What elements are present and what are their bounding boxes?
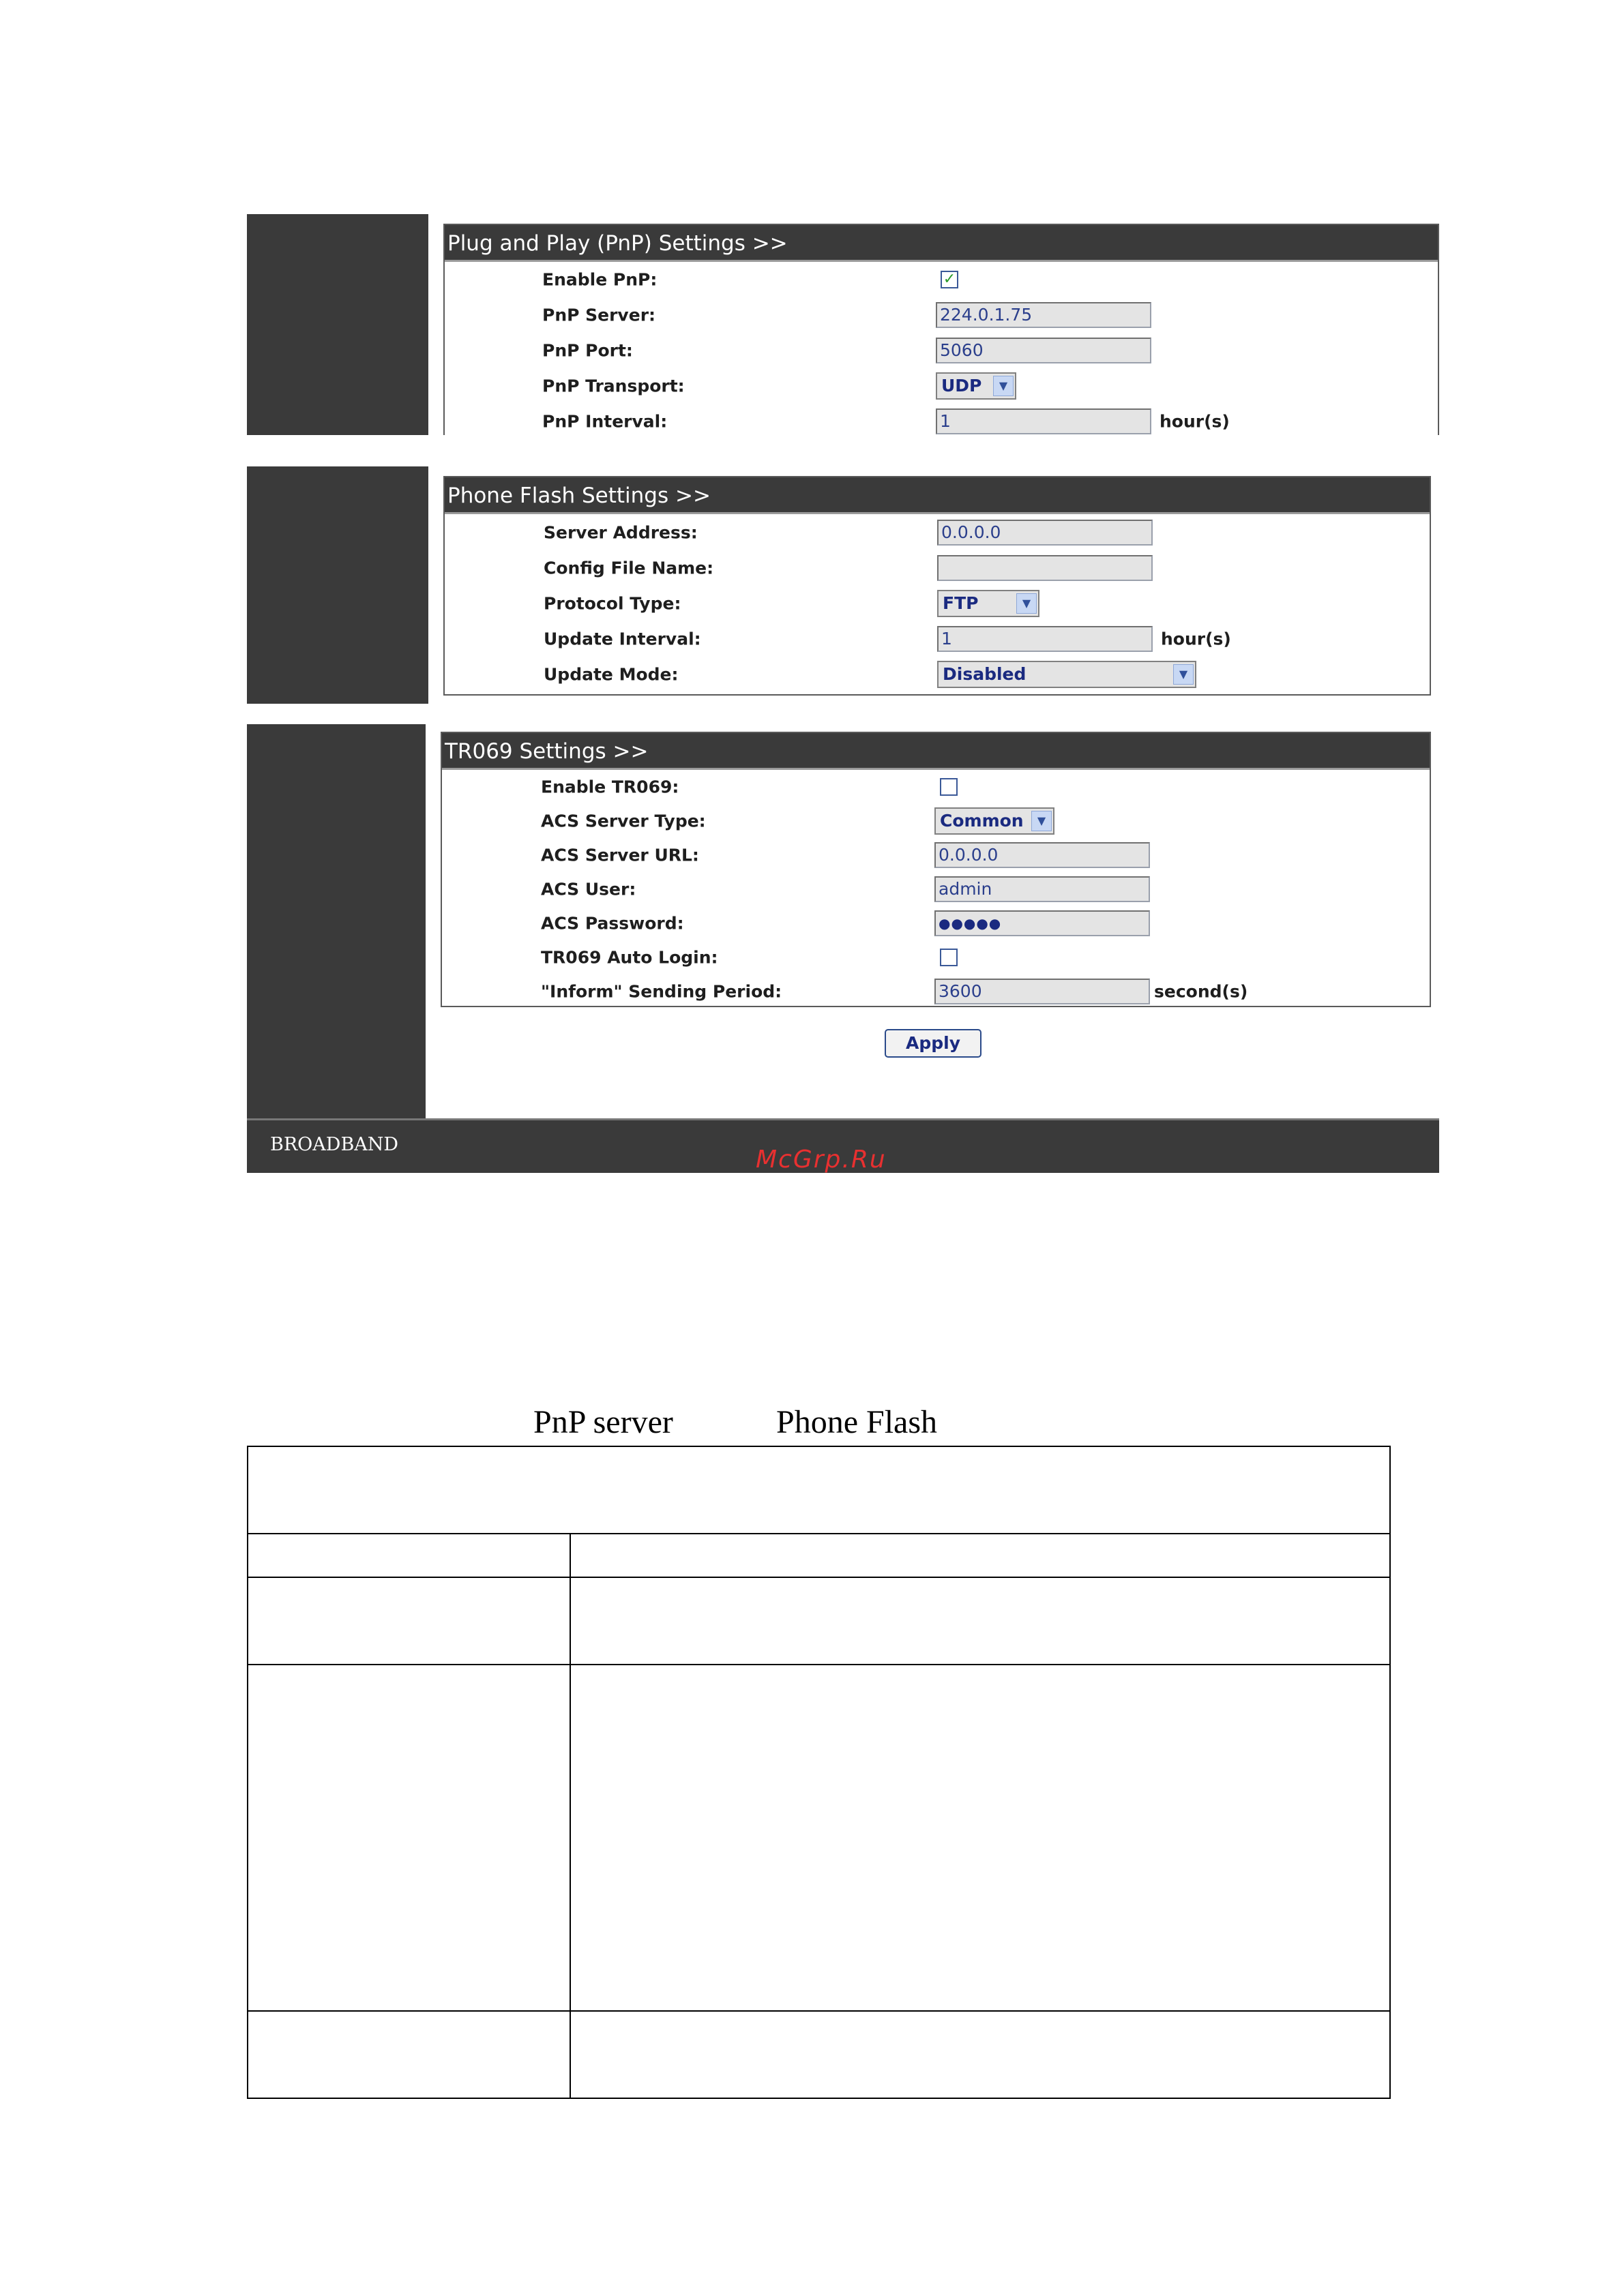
doc-table-header-cell (247, 1446, 1391, 1534)
doc-table-cell (570, 2010, 1391, 2099)
flash-protocol-value: FTP (943, 593, 979, 613)
pnp-server-input[interactable]: 224.0.1.75 (936, 302, 1151, 328)
acs-user-row (442, 872, 1430, 906)
flash-interval-row (445, 622, 1430, 656)
flash-config-label: Config File Name: (544, 558, 714, 578)
acs-password-row (442, 906, 1430, 940)
pnp-port-input[interactable]: 5060 (936, 338, 1151, 363)
flash-mode-label: Update Mode: (544, 664, 679, 685)
doc-table-cell (570, 1533, 1391, 1578)
pnp-interval-input[interactable]: 1 (936, 408, 1151, 434)
sidebar-block-tr069 (247, 724, 426, 1118)
footer-brand: BROADBAND (270, 1134, 399, 1155)
doc-table-cell (247, 2010, 571, 2099)
sidebar-block-pnp (247, 214, 428, 435)
inform-period-input[interactable]: 3600 (934, 979, 1150, 1004)
flash-config-row (445, 551, 1430, 585)
flash-protocol-label: Protocol Type: (544, 593, 681, 614)
acs-url-row (442, 838, 1430, 872)
flash-interval-unit: hour(s) (1161, 629, 1231, 649)
flash-protocol-select[interactable] (937, 590, 1039, 617)
acs-url-input[interactable]: 0.0.0.0 (934, 842, 1150, 868)
tr069-panel (441, 732, 1431, 1007)
doc-table-cell (247, 1577, 571, 1665)
pnp-server-label: PnP Server: (542, 305, 656, 325)
acs-password-input[interactable]: ●●●●● (934, 910, 1150, 936)
pnp-interval-row (445, 404, 1438, 438)
tr069-title: TR069 Settings >> (442, 733, 1430, 770)
flash-interval-input[interactable]: 1 (937, 626, 1153, 652)
phone-flash-title: Phone Flash Settings >> (445, 477, 1430, 514)
pnp-server-row (445, 298, 1438, 332)
flash-interval-label: Update Interval: (544, 629, 701, 649)
inform-period-unit: second(s) (1154, 981, 1248, 1002)
doc-table (247, 1446, 1391, 2100)
acs-type-select[interactable] (934, 807, 1054, 835)
pnp-transport-label: PnP Transport: (542, 376, 685, 396)
doc-table-cell (570, 1577, 1391, 1665)
pnp-interval-label: PnP Interval: (542, 411, 668, 432)
flash-mode-select[interactable] (937, 661, 1196, 688)
pnp-port-label: PnP Port: (542, 340, 633, 361)
acs-password-label: ACS Password: (541, 913, 684, 934)
pnp-settings-panel (443, 224, 1439, 435)
pnp-enable-row (445, 263, 1438, 297)
doc-table-cell (570, 1664, 1391, 2012)
pnp-transport-select[interactable] (936, 372, 1016, 400)
flash-server-row (445, 516, 1430, 550)
doc-heading-flash: Phone Flash (776, 1404, 938, 1440)
pnp-transport-value: UDP (941, 376, 982, 396)
tr069-enable-row (442, 770, 1430, 804)
apply-button[interactable]: Apply (885, 1029, 981, 1058)
chevron-down-icon[interactable]: ▼ (1016, 593, 1037, 614)
tr069-enable-checkbox[interactable] (940, 778, 958, 796)
pnp-enable-label: Enable PnP: (542, 269, 658, 290)
chevron-down-icon[interactable]: ▼ (1031, 811, 1052, 831)
watermark: McGrp.Ru (756, 1146, 887, 1174)
inform-period-label: "Inform" Sending Period: (541, 981, 782, 1002)
flash-config-input[interactable] (937, 555, 1153, 581)
flash-mode-value: Disabled (943, 664, 1027, 684)
checkmark-icon: ✓ (943, 271, 956, 288)
pnp-port-row (445, 333, 1438, 368)
tr069-auto-login-row (442, 940, 1430, 974)
chevron-down-icon[interactable]: ▼ (1173, 664, 1194, 685)
flash-server-input[interactable]: 0.0.0.0 (937, 520, 1153, 546)
phone-flash-panel (443, 476, 1431, 696)
doc-heading-pnp: PnP server (533, 1404, 673, 1440)
acs-type-label: ACS Server Type: (541, 811, 706, 831)
pnp-settings-title: Plug and Play (PnP) Settings >> (445, 225, 1438, 262)
tr069-auto-login-label: TR069 Auto Login: (541, 947, 718, 968)
pnp-interval-unit: hour(s) (1160, 411, 1230, 432)
acs-url-label: ACS Server URL: (541, 845, 699, 865)
inform-period-row (442, 974, 1430, 1009)
pnp-transport-row (445, 369, 1438, 403)
tr069-auto-login-checkbox[interactable] (940, 949, 958, 966)
acs-user-input[interactable]: admin (934, 876, 1150, 902)
chevron-down-icon[interactable]: ▼ (993, 376, 1014, 396)
doc-table-cell (247, 1664, 571, 2012)
sidebar-block-flash (247, 466, 428, 704)
acs-type-value: Common (940, 811, 1024, 831)
tr069-enable-label: Enable TR069: (541, 777, 679, 797)
acs-user-label: ACS User: (541, 879, 636, 899)
acs-type-row (442, 804, 1430, 838)
doc-table-cell (247, 1533, 571, 1578)
pnp-enable-checkbox[interactable] (941, 271, 958, 288)
flash-protocol-row (445, 586, 1430, 621)
flash-mode-row (445, 657, 1430, 691)
flash-server-label: Server Address: (544, 522, 698, 543)
